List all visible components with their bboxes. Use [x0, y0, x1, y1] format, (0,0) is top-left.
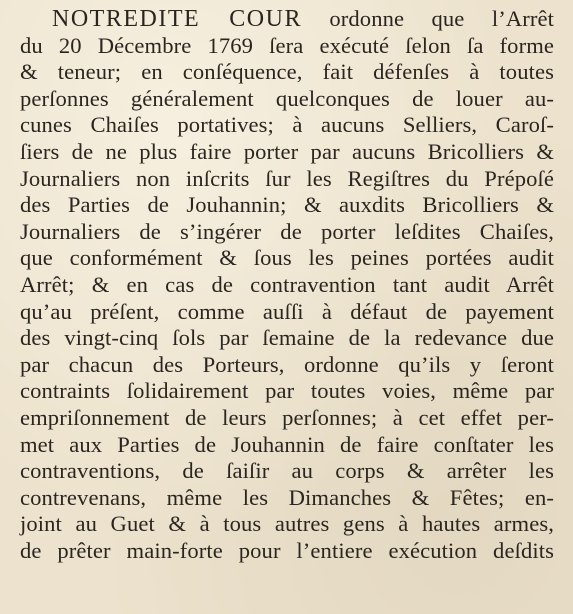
text-line-12: qu’au préſent, comme auſſi à défaut de payement — [20, 298, 554, 324]
text-line-19: contrevenans, même les Dimanches & Fêtes; en- — [20, 484, 554, 510]
text-line-18: contraventions, de ſaiſir au corps & arrêter les — [20, 458, 554, 484]
text-line-7: Journaliers non inſcrits ſur les Regiſtres du Prépoſé — [20, 165, 554, 191]
text-line-9: Journaliers de s’ingérer de porter leſdites Chaiſes, — [20, 218, 554, 244]
text-line-5: cunes Chaiſes portatives; à aucuns Selliers, Caroſ- — [20, 112, 554, 138]
document-body — [20, 6, 554, 564]
text-line-16: empriſonnement de leurs perſonnes; à cet effet per- — [20, 404, 554, 430]
text-line-2: du 20 Décembre 1769 ſera exécuté ſelon ſa forme — [20, 32, 554, 58]
text-line-14: par chacun des Porteurs, ordonne qu’ils y ſeront — [20, 351, 554, 377]
text-line-20: joint au Guet & à tous autres gens à hautes armes, — [20, 511, 554, 537]
heading-small-caps: NOTREDITE COUR — [52, 6, 302, 32]
text-line-11: Arrêt; & en cas de contravention tant audit Arrêt — [20, 271, 554, 297]
text-line-3: & teneur; en conſéquence, fait défenſes à toutes — [20, 59, 554, 85]
text-line-10: que conformément & ſous les peines portées audit — [20, 245, 554, 271]
text-line-17: met aux Parties de Jouhannin de faire conſtater les — [20, 431, 554, 457]
text-line-8: des Parties de Jouhannin; & auxdits Bricolliers & — [20, 192, 554, 218]
text-line-6: ſiers de ne plus faire porter par aucuns Bricolliers & — [20, 138, 554, 164]
text-line-13: des vingt-cinq ſols par ſemaine de la redevance due — [20, 325, 554, 351]
text-line-21: de prêter main-forte pour l’entiere exécution deſdits — [20, 537, 554, 563]
text-line-15: contraints ſolidairement par toutes voies, même par — [20, 378, 554, 404]
text-line-4: perſonnes généralement quelconques de louer au- — [20, 85, 554, 111]
text-line-1 — [20, 6, 554, 33]
text-line-1-rest: ordonne que l’Arrêt — [329, 6, 554, 31]
